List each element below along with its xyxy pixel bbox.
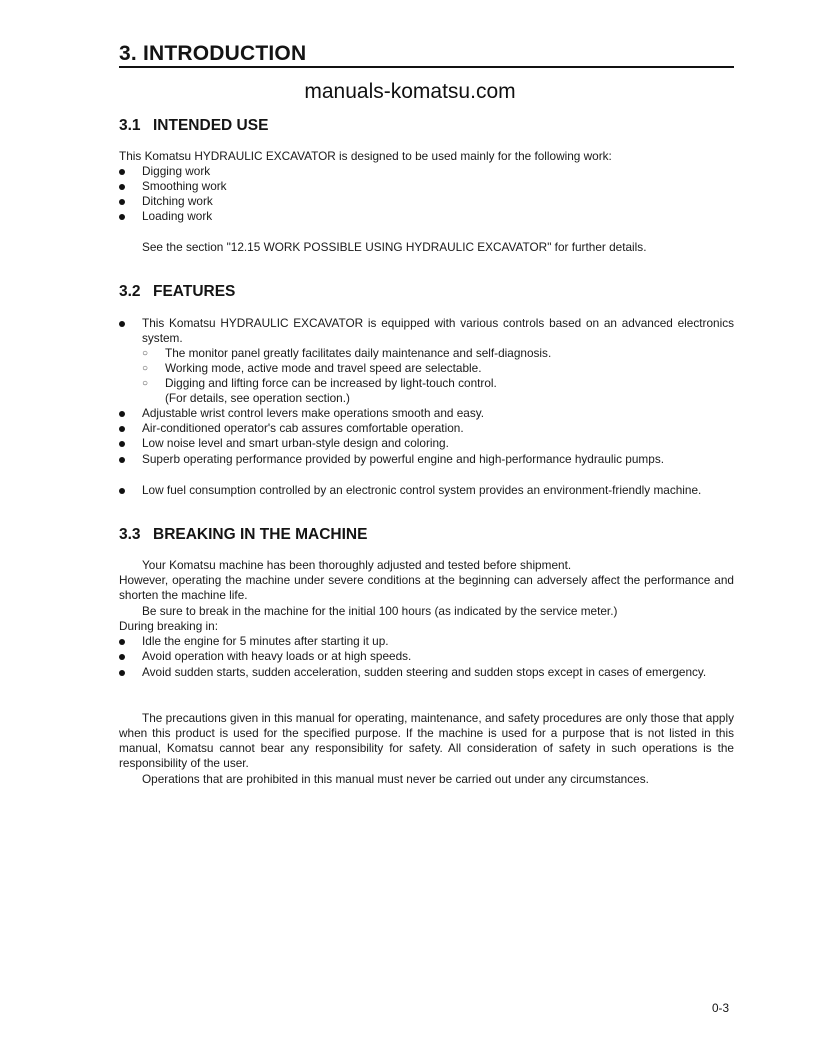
section-heading-intended-use	[119, 116, 268, 136]
manual-page: 3. INTRODUCTION manuals-komatsu.com 3.1 INTENDED USE This Komatsu HYDRAULIC EXCAVATOR is designed to be used mainly for the following work: Digging work Smoothing work Ditching work Loading work See the section "12.15 WORK POSSIBLE USING HYDRAULIC EXCAVATOR" for further details. 3.2 FEATURES This Komatsu HYDRAULIC EXCAVATOR is equipped with various controls based on an advanced electronics system. ○ The monitor panel greatly facilitates daily maintenance and self-diagnosis. ○ Working mode, active mode and travel speed are selectable. ○ Digging and lifting force can be increased by light-touch control. (For details, see operation section.) Adjustable wrist control levers make operations smooth and easy. Air-conditioned operator's cab assures comfortable operation. Low noise level and smart urban-style design and coloring. Superb operating performance provided by powerful engine and high-performance hydraulic pumps. Low fuel consumption controlled by an electronic control system provides an environment-friendly machine. 3.3 BREAKING IN THE MACHINE Your Komatsu machine has been thoroughly adjusted and tested before shipment. However, operating the machine under severe conditions at the beginning can adversely affect the performance and shorten the machine life. Be sure to break in the machine for the initial 100 hours (as indicated by the service meter.) During breaking in: Idle the engine for 5 minutes after starting it up. Avoid operation with heavy loads or at high speeds. Avoid sudden starts, sudden acceleration, sudden steering and sudden stops except in cases of emergency. The precautions given in this manual for operating, maintenance, and safety procedures are only those that apply when this product is used for the specified purpose. If the machine is used for a purpose that is not listed in this manual, Komatsu cannot bear any responsibility for safety. All consideration of safety in such operations is the responsibility of the user. Operations that are prohibited in this manual must never be carried out under any circumstances. 0-3	[0, 0, 820, 1056]
sub-list-note: (For details, see operation section.)	[165, 391, 350, 405]
bullet-icon	[119, 457, 125, 463]
section-heading-breaking-in	[119, 525, 367, 545]
bullet-icon	[119, 214, 125, 220]
bullet-icon	[119, 199, 125, 205]
bullet-icon	[119, 488, 125, 494]
section-number: 3.3	[119, 526, 141, 543]
list-item: Loading work	[119, 209, 419, 224]
bullet-icon	[119, 654, 125, 660]
bullet-icon	[119, 639, 125, 645]
paragraph: Your Komatsu machine has been thoroughly adjusted and tested before shipment.	[142, 558, 572, 572]
paragraph: However, operating the machine under severe conditions at the beginning can adversely affect the performance and shorten the machine life.	[119, 573, 734, 602]
chapter-title	[119, 42, 734, 68]
list-item: Air-conditioned operator's cab assures comfortable operation.	[119, 421, 734, 436]
list-item: Low fuel consumption controlled by an electronic control system provides an environment-friendly machine.	[119, 483, 734, 513]
bullet-icon	[119, 321, 125, 327]
bullet-icon	[119, 670, 125, 676]
section-heading-features	[119, 282, 235, 302]
section-title: BREAKING IN THE MACHINE	[153, 526, 368, 543]
circle-marker-icon: ○	[142, 378, 149, 389]
section-number: 3.1	[119, 117, 141, 134]
chapter-title-text: 3. INTRODUCTION	[119, 42, 307, 65]
list-item: Avoid sudden starts, sudden acceleration, sudden steering and sudden stops except in cases of emergency.	[119, 665, 734, 695]
bullet-icon	[119, 169, 125, 175]
list-item: Superb operating performance provided by powerful engine and high-performance hydraulic pumps.	[119, 452, 734, 482]
paragraph: Be sure to break in the machine for the initial 100 hours (as indicated by the service meter.)	[142, 604, 618, 618]
list-item: Avoid operation with heavy loads or at high speeds.	[119, 649, 734, 664]
list-item: This Komatsu HYDRAULIC EXCAVATOR is equipped with various controls based on an advanced electronics system.	[119, 316, 734, 346]
circle-marker-icon: ○	[142, 348, 149, 359]
paragraph: The precautions given in this manual for operating, maintenance, and safety procedures are only those that apply when this product is used for the specified purpose. If the machine is used for a purpose that is not listed in this manual, Komatsu cannot bear any responsibility for safety. All consideration of safety in such operations is the responsibility of the user.	[119, 711, 734, 770]
watermark: manuals-komatsu.com	[304, 80, 516, 103]
paragraph: Operations that are prohibited in this manual must never be carried out under any circumstances.	[142, 772, 649, 786]
section-number: 3.2	[119, 283, 141, 300]
paragraph: During breaking in:	[119, 619, 219, 633]
list-item: Adjustable wrist control levers make operations smooth and easy.	[119, 406, 734, 421]
bullet-icon	[119, 426, 125, 432]
intended-use-intro: This Komatsu HYDRAULIC EXCAVATOR is designed to be used mainly for the following work:	[119, 149, 612, 163]
page-number: 0-3	[712, 1001, 730, 1015]
intended-use-note: See the section "12.15 WORK POSSIBLE USING HYDRAULIC EXCAVATOR" for further details.	[142, 240, 647, 254]
section-title: INTENDED USE	[153, 117, 269, 134]
bullet-icon	[119, 411, 125, 417]
list-item: Low noise level and smart urban-style design and coloring.	[119, 436, 734, 451]
list-item: Idle the engine for 5 minutes after starting it up.	[119, 634, 734, 649]
list-item: Smoothing work	[119, 179, 419, 194]
bullet-icon	[119, 441, 125, 447]
list-item: Ditching work	[119, 194, 419, 209]
circle-marker-icon: ○	[142, 363, 149, 374]
list-item: Digging work	[119, 164, 419, 179]
bullet-icon	[119, 184, 125, 190]
section-title: FEATURES	[153, 283, 236, 300]
